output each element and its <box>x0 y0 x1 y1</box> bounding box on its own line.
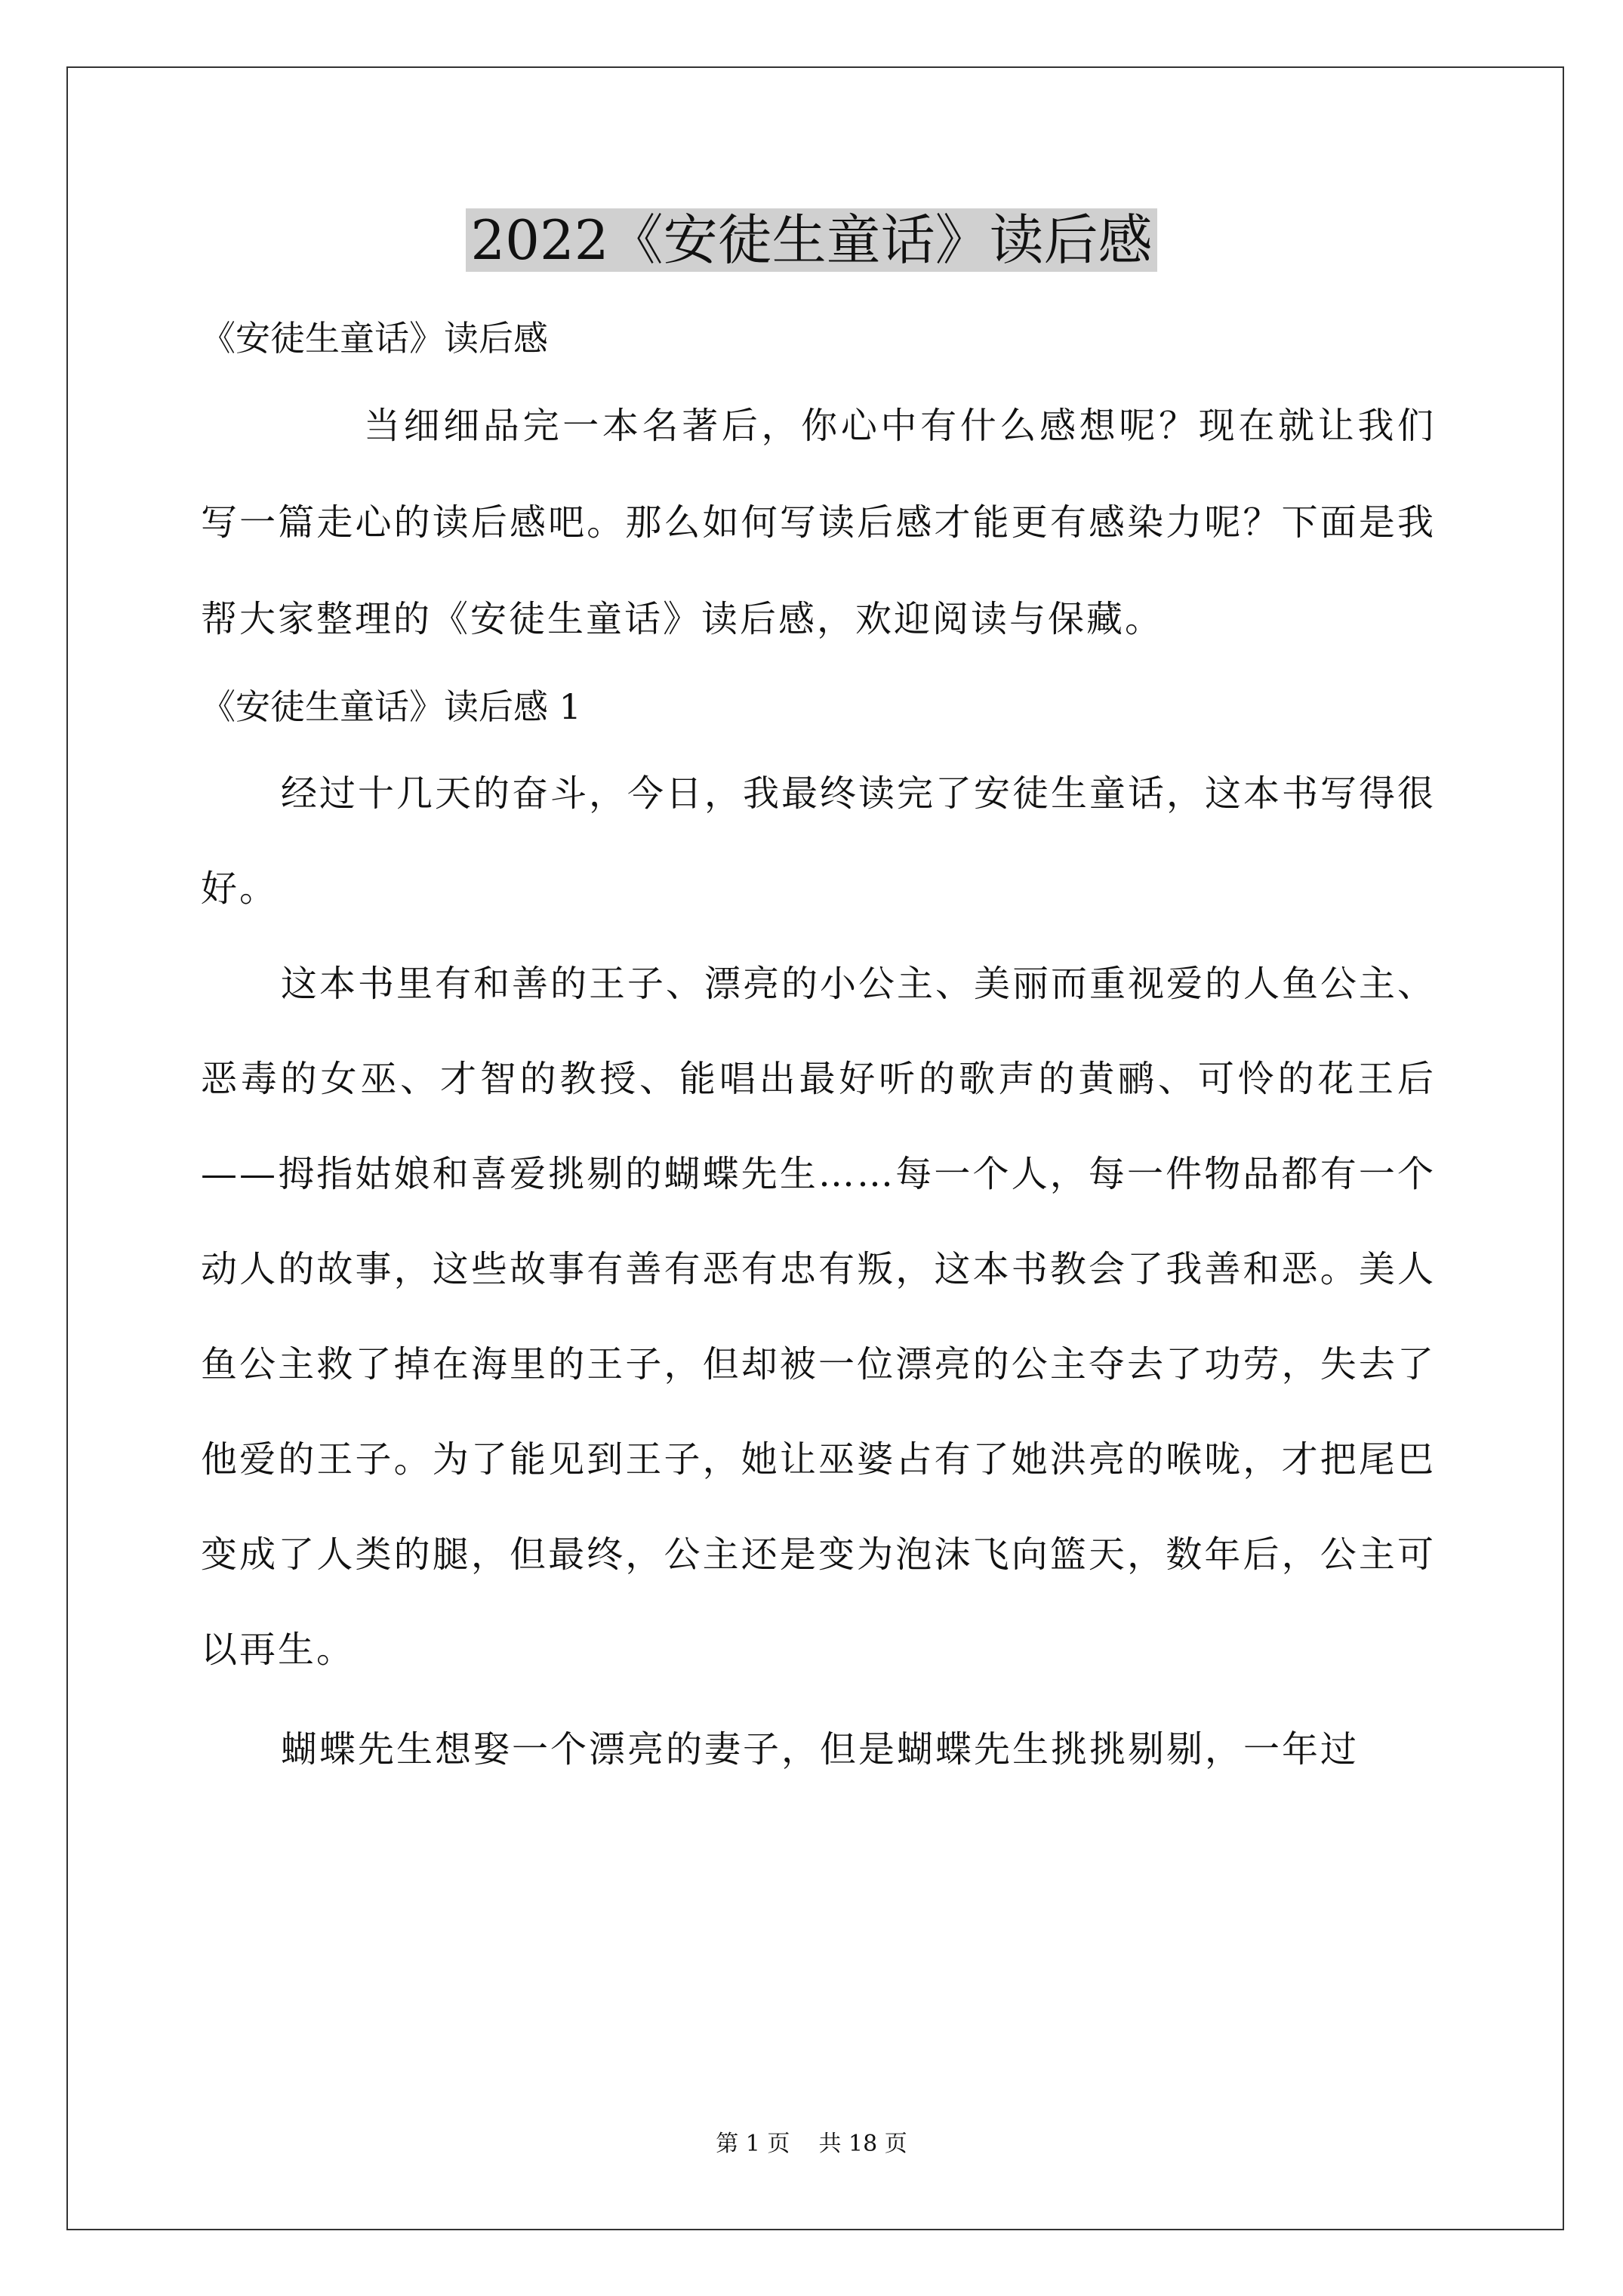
intro-paragraph: 当细细品完一本名著后，你心中有什么感想呢？现在就让我们写一篇走心的读后感吧。那么如何写读后感才能更有感染力呢？下面是我帮大家整理的《安徒生童话》读后感，欢迎阅读与保藏。 <box>201 405 1436 640</box>
page-footer: 第 1 页 共 18 页 <box>716 2131 907 2157</box>
body-paragraph-1: 经过十几天的奋斗，今日，我最终读完了安徒生童话，这本书写得很好。 <box>201 772 1437 910</box>
document-title-text: 2022《安徒生童话》读后感 <box>466 208 1156 272</box>
body-paragraph-3: 蝴蝶先生想娶一个漂亮的妻子，但是蝴蝶先生挑挑剔剔，一年过 <box>281 1728 1360 1771</box>
section-heading-1: 《安徒生童话》读后感 1 <box>201 686 581 727</box>
body-paragraph-2: 这本书里有和善的王子、漂亮的小公主、美丽而重视爱的人鱼公主、恶毒的女巫、才智的教授、能唱出最好听的歌声的黄鹂、可怜的花王后——拇指姑娘和喜爱挑剔的蝴蝶先生……每一个人，每一件物品都有一个动人的故事，这些故事有善有恶有忠有叛，这本书教会了我善和恶。美人鱼公主救了掉在海里的王子，但却被一位漂亮的公主夺去了功劳，失去了他爱的王子。为了能见到王子，她让巫婆占有了她洪亮的喉咙，才把尾巴变成了人类的腿，但最终，公主还是变为泡沫飞向篮天，数年后，公主可以再生。 <box>201 963 1437 1671</box>
document-body <box>201 304 1436 1797</box>
section-heading-main: 《安徒生童话》读后感 <box>201 318 548 359</box>
document-title <box>0 202 1623 278</box>
